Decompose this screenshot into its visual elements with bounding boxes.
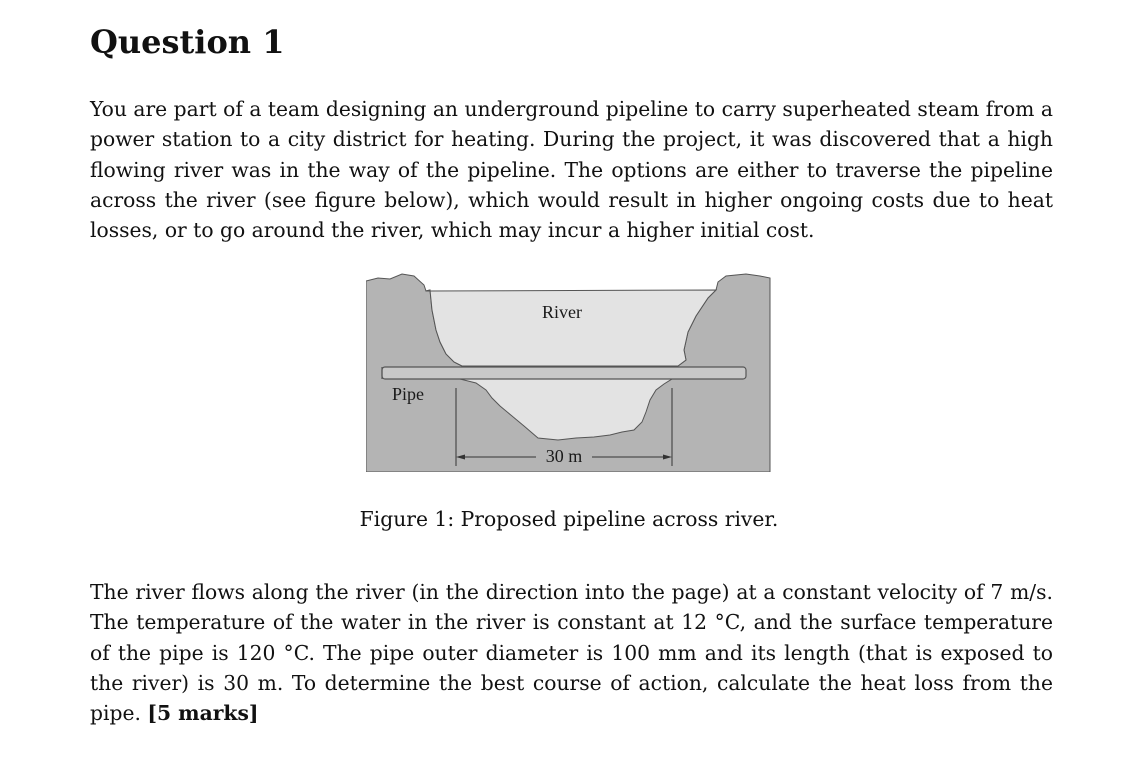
pipe [382,367,746,379]
question-marks: [5 marks] [147,701,259,726]
question-intro: You are part of a team designing an underground pipeline to carry superheated steam from a power station to a city district for heating. During the project, it was discovered that a high flowing river was in the way of the pipeline. The options are either to traverse the pipeline across the river (see figure below), which would result in higher ongoing costs due to heat losses, or to go around the river, which may incur a higher initial cost. [90,97,1053,243]
question-body [90,577,1053,728]
pipe-label: Pipe [392,384,425,404]
dimension-label: 30 m [545,446,583,466]
river-label: River [542,302,582,322]
pipeline-figure [366,270,772,472]
question-title: Question 1 [90,23,285,61]
figure-caption: Figure 1: Proposed pipeline across river. [359,507,779,531]
question-body-text: The river flows along the river (in the direction into the page) at a constant velocity of 7 m/s. The temperature of the water in the river is constant at 12 °C, and the surface temperature of the pipe is 120 °C. The pipe outer diameter is 100 mm and its length (that is exposed to the river) is 30 m. To determine the best course of action, calculate the heat loss from the pipe. [90,580,1053,726]
